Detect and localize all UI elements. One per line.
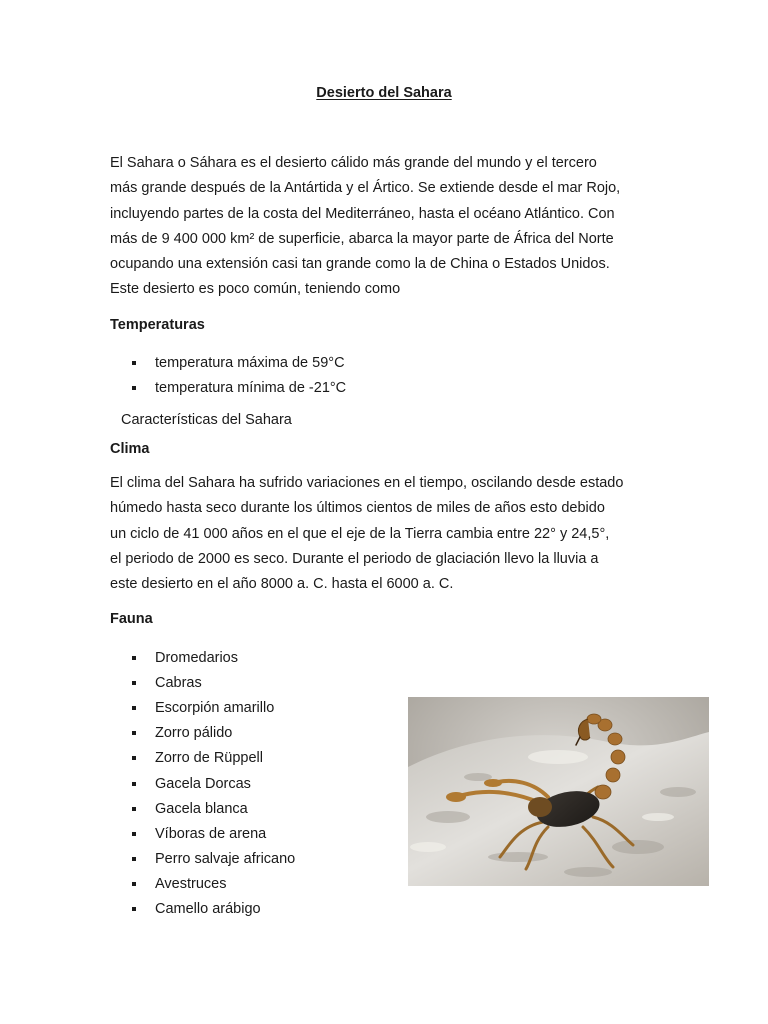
list-item-text: Escorpión amarillo xyxy=(155,699,275,716)
list-item xyxy=(132,350,346,376)
list-item-text: Zorro pálido xyxy=(155,725,233,742)
list-item xyxy=(132,771,295,796)
list-item-text: Víboras de arena xyxy=(155,825,267,842)
square-bullet-icon xyxy=(132,832,136,836)
intro-line: Este desierto es poco común, teniendo como xyxy=(110,281,401,298)
fauna-list xyxy=(132,645,295,922)
square-bullet-icon xyxy=(132,706,136,710)
square-bullet-icon xyxy=(132,907,136,911)
list-item xyxy=(132,645,295,670)
intro-line: incluyendo partes de la costa del Mediterráneo, hasta el océano Atlántico. Con xyxy=(110,205,615,222)
intro-line: ocupando una extensión casi tan grande como la de China o Estados Unidos. xyxy=(110,256,610,273)
list-item-text: Gacela Dorcas xyxy=(155,775,251,792)
square-bullet-icon xyxy=(132,656,136,660)
list-item xyxy=(132,872,295,897)
list-item xyxy=(132,746,295,771)
characteristics-heading: Características del Sahara xyxy=(121,412,292,428)
climate-line: El clima del Sahara ha sufrido variaciones en el tiempo, oscilando desde estado xyxy=(110,475,624,491)
list-item-text: Gacela blanca xyxy=(155,800,248,817)
list-item xyxy=(132,670,295,695)
list-item-text: Perro salvaje africano xyxy=(155,851,296,868)
climate-line: el periodo de 2000 es seco. Durante el periodo de glaciación llevo la lluvia a xyxy=(110,550,599,567)
square-bullet-icon xyxy=(132,361,136,365)
climate-line: este desierto en el año 8000 a. C. hasta el 6000 a. C. xyxy=(110,576,454,593)
square-bullet-icon xyxy=(132,731,136,735)
square-bullet-icon xyxy=(132,857,136,861)
intro-line: más de 9 400 000 km² de superficie, abarca la mayor parte de África del Norte xyxy=(110,230,614,247)
list-item xyxy=(132,897,295,922)
square-bullet-icon xyxy=(132,807,136,811)
list-item xyxy=(132,847,295,872)
list-item-text: Zorro de Rüppell xyxy=(155,750,263,767)
intro-paragraph xyxy=(110,151,670,303)
scorpion-photo xyxy=(408,697,709,886)
climate-line: húmedo hasta seco durante los últimos cientos de miles de años esto debido xyxy=(110,500,605,517)
climate-paragraph xyxy=(110,471,670,597)
list-item xyxy=(132,796,295,821)
list-item-text: Dromedarios xyxy=(155,649,238,666)
list-item xyxy=(132,721,295,746)
intro-line: El Sahara o Sáhara es el desierto cálido más grande del mundo y el tercero xyxy=(110,155,597,171)
fauna-heading: Fauna xyxy=(110,611,153,627)
list-item-text: Cabras xyxy=(155,674,202,691)
square-bullet-icon xyxy=(132,782,136,786)
list-item-text: Camello arábigo xyxy=(155,901,261,918)
list-item-text: temperatura mínima de -21°C xyxy=(155,380,347,397)
square-bullet-icon xyxy=(132,756,136,760)
square-bullet-icon xyxy=(132,386,136,390)
intro-line: más grande después de la Antártida y el Ártico. Se extiende desde el mar Rojo, xyxy=(110,180,621,197)
temperatures-heading: Temperaturas xyxy=(110,317,205,333)
climate-heading: Clima xyxy=(110,441,150,457)
square-bullet-icon xyxy=(132,681,136,685)
climate-line: un ciclo de 41 000 años en el que el eje de la Tierra cambia entre 22° y 24,5°, xyxy=(110,525,610,542)
document-title: Desierto del Sahara xyxy=(316,85,452,101)
list-item-text: temperatura máxima de 59°C xyxy=(155,354,345,371)
temperatures-list xyxy=(132,350,346,401)
list-item-text: Avestruces xyxy=(155,876,227,893)
list-item xyxy=(132,695,295,720)
list-item xyxy=(132,821,295,846)
list-item xyxy=(132,376,346,402)
square-bullet-icon xyxy=(132,882,136,886)
